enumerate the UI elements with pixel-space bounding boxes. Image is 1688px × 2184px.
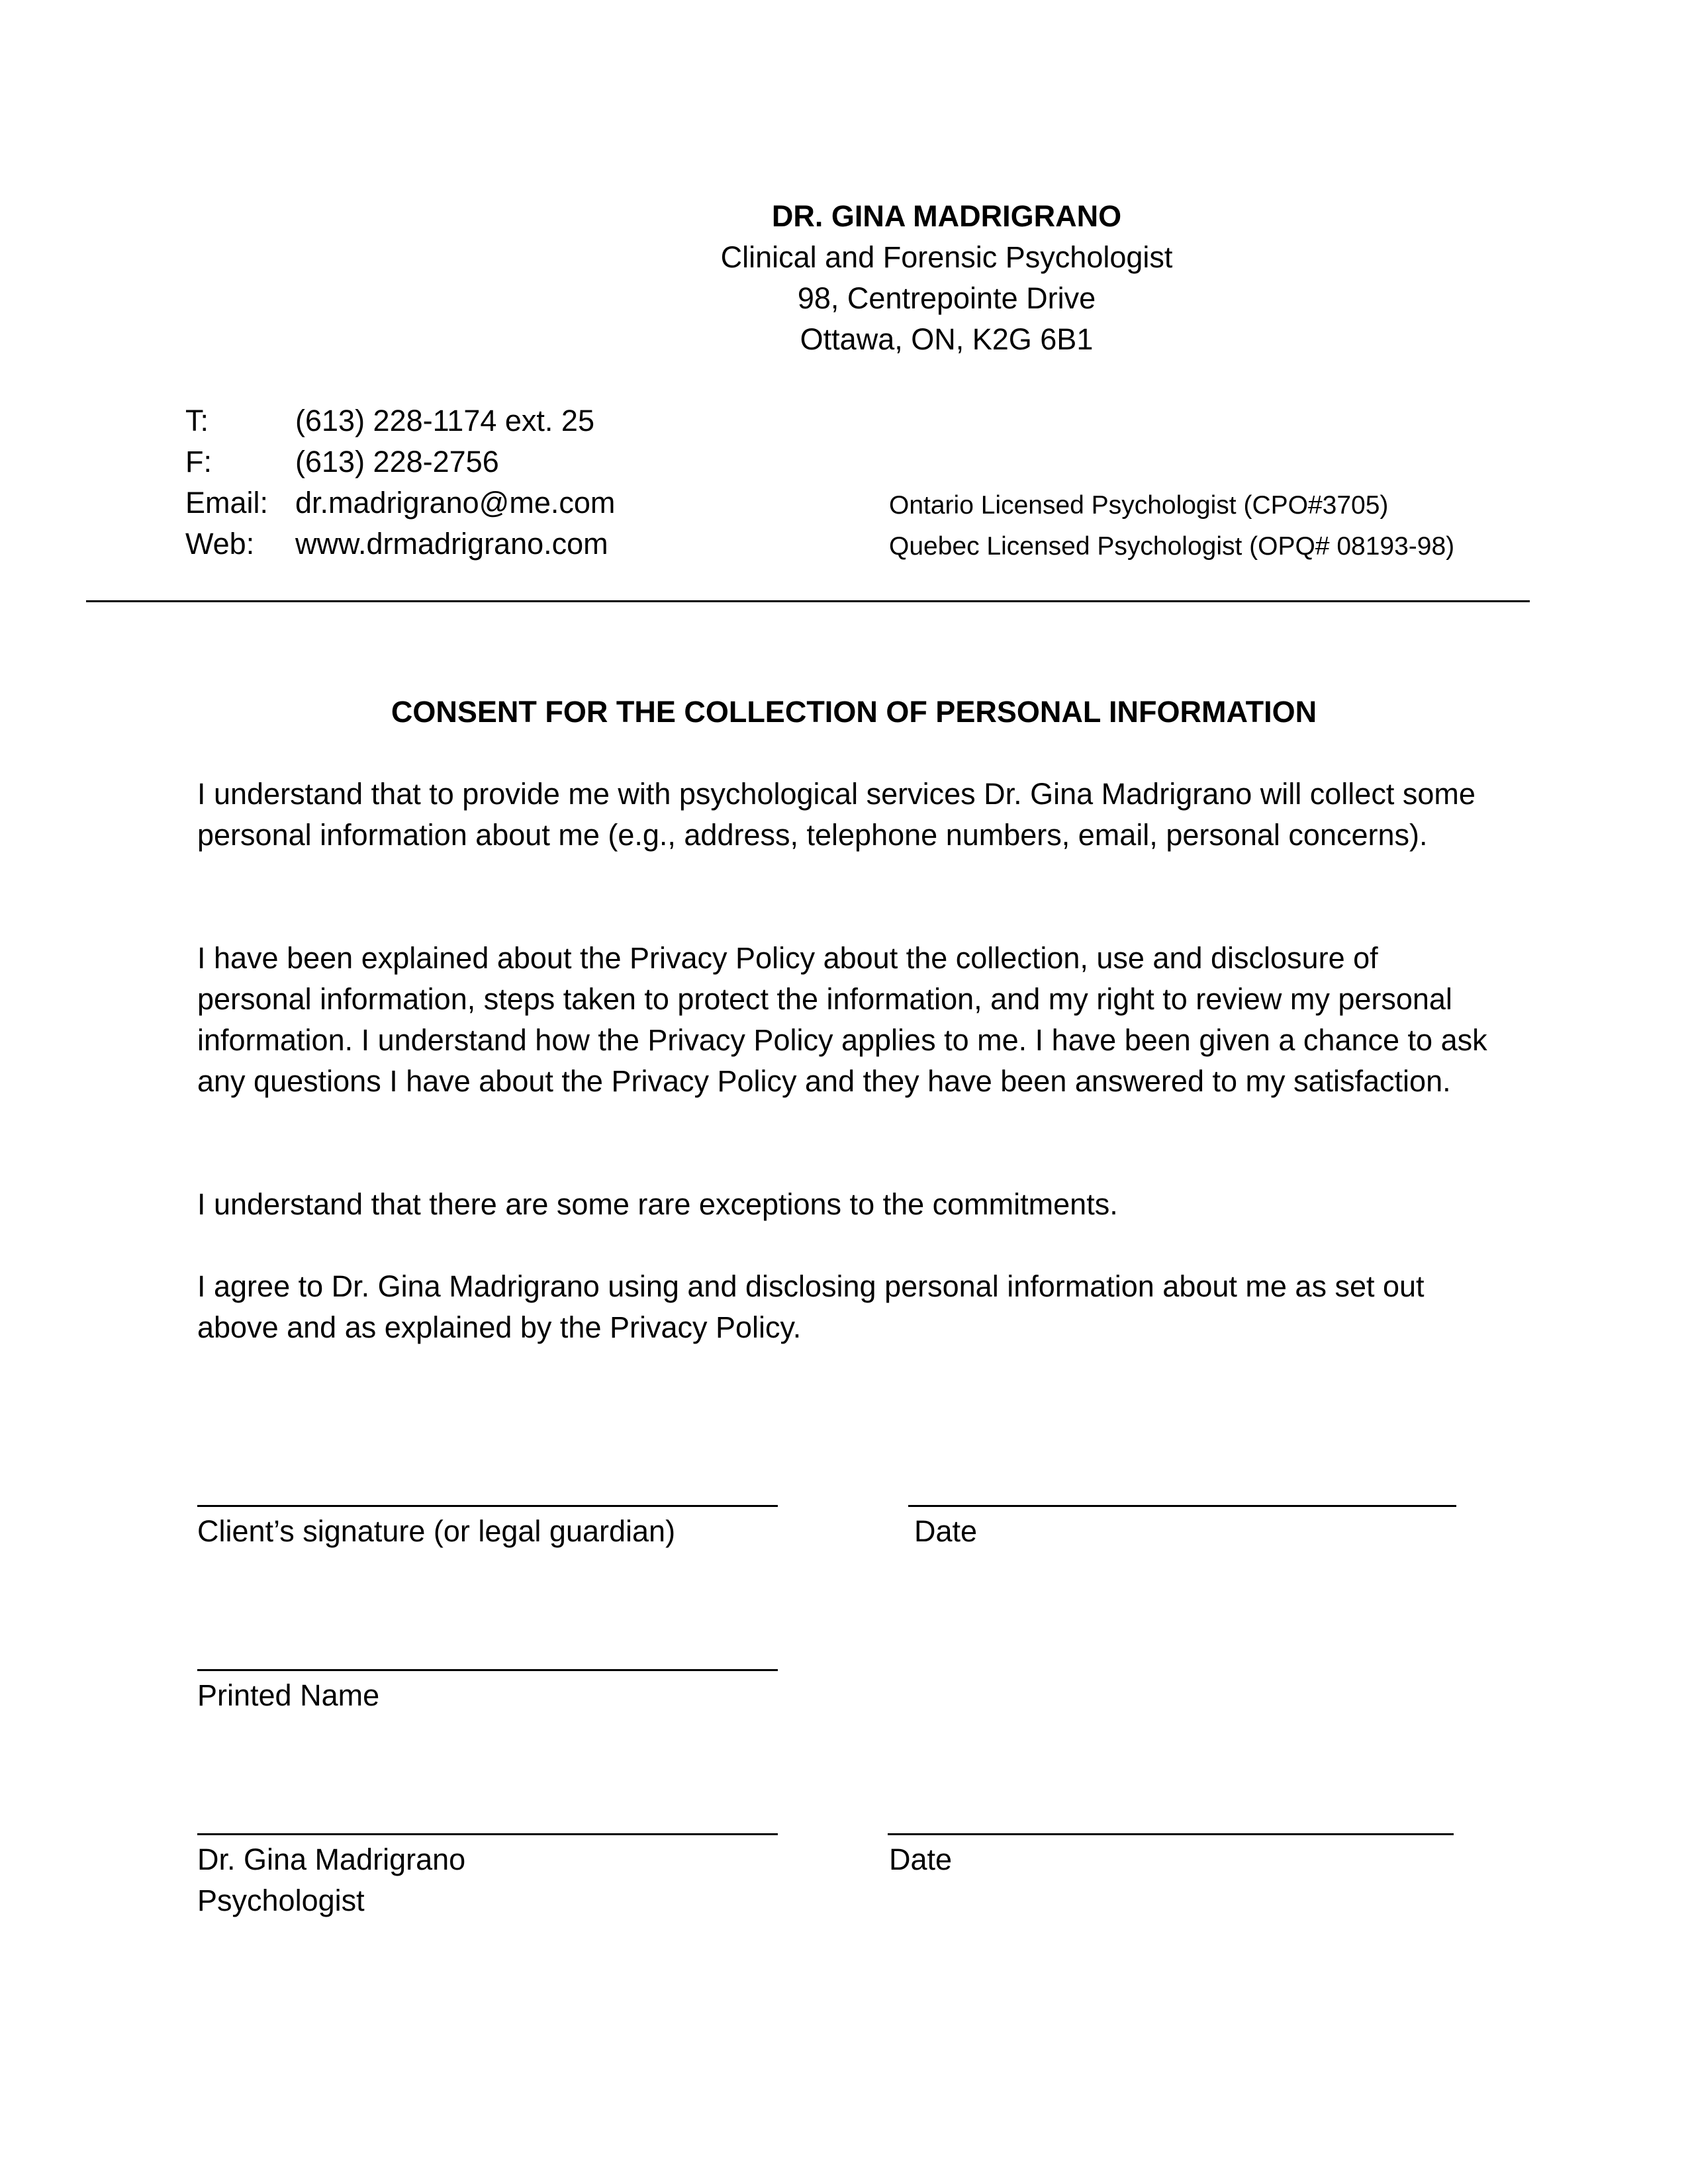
- client-signature-label: Client’s signature (or legal guardian): [197, 1514, 676, 1548]
- consent-paragraph-1: I understand that to provide me with psychological services Dr. Gina Madrigrano will collect some personal information about me (e.g., address, telephone numbers, email, personal concerns).: [197, 777, 1476, 852]
- consent-paragraph-2: I have been explained about the Privacy Policy about the collection, use and disclosure of personal information, steps taken to protect the information, and my right to review my personal information. I understand how the Privacy Policy applies to me. I have been given a chance to ask any questions I have about the Privacy Policy and they have been answered to my satisfaction.: [197, 941, 1487, 1098]
- printed-name-line[interactable]: [197, 1669, 778, 1671]
- psychologist-name-heading: DR. GINA MADRIGRANO: [771, 199, 1122, 233]
- document-title: CONSENT FOR THE COLLECTION OF PERSONAL INFORMATION: [391, 695, 1317, 729]
- fax-label: F:: [185, 445, 212, 478]
- phone-label: T:: [185, 404, 209, 437]
- psychologist-date-label: Date: [889, 1843, 953, 1876]
- letterhead: [0, 196, 1688, 360]
- letterhead-divider: [86, 600, 1530, 602]
- client-date-line[interactable]: [908, 1505, 1456, 1507]
- address-line-2: Ottawa, ON, K2G 6B1: [800, 322, 1094, 356]
- email-value: dr.madrigrano@me.com: [295, 486, 616, 520]
- web-label: Web:: [185, 527, 255, 561]
- phone-value: (613) 228-1174 ext. 25: [295, 404, 594, 437]
- quebec-license: Quebec Licensed Psychologist (OPQ# 08193-98): [889, 532, 1455, 561]
- client-date-label: Date: [914, 1514, 978, 1548]
- fax-value: (613) 228-2756: [295, 445, 499, 478]
- printed-name-label: Printed Name: [197, 1678, 380, 1712]
- psychologist-role-label: Psychologist: [197, 1884, 365, 1917]
- address-line-1: 98, Centrepointe Drive: [797, 281, 1096, 315]
- psychologist-name-label: Dr. Gina Madrigrano: [197, 1843, 466, 1876]
- email-label: Email:: [185, 486, 269, 520]
- psychologist-title: Clinical and Forensic Psychologist: [720, 240, 1173, 274]
- web-value: www.drmadrigrano.com: [295, 527, 608, 561]
- consent-paragraph-4: I agree to Dr. Gina Madrigrano using and disclosing personal information about me as set out above and as explained by the Privacy Policy.: [197, 1269, 1425, 1344]
- psychologist-date-line[interactable]: [888, 1833, 1454, 1835]
- ontario-license: Ontario Licensed Psychologist (CPO#3705): [889, 491, 1389, 520]
- client-signature-line[interactable]: [197, 1505, 778, 1507]
- consent-paragraph-3: I understand that there are some rare exceptions to the commitments.: [197, 1187, 1118, 1221]
- psychologist-signature-line[interactable]: [197, 1833, 778, 1835]
